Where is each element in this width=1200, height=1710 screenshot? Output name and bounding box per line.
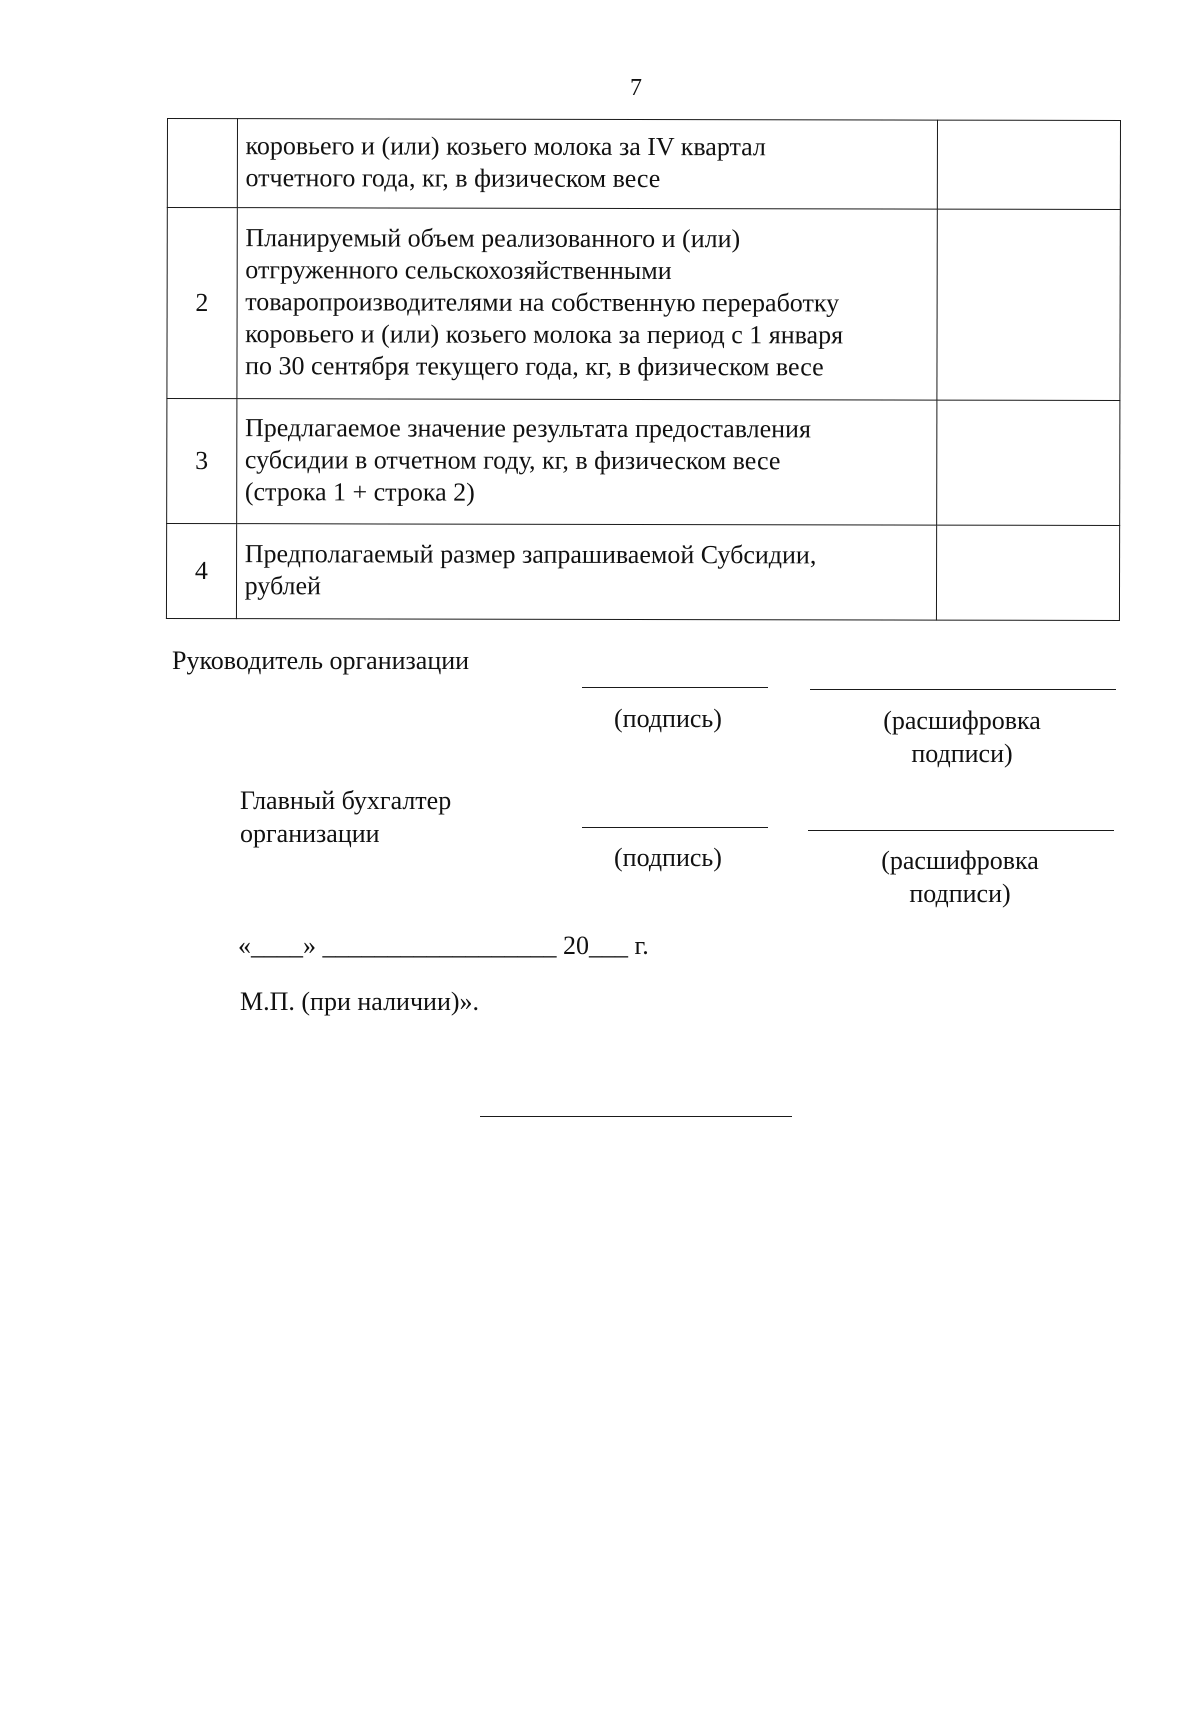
- row-description-cell: [237, 119, 938, 209]
- row-description-line: коровьего и (или) козьего молока за IV квартал: [245, 131, 766, 162]
- row-description-line: коровьего и (или) козьего молока за период с 1 января: [245, 319, 844, 350]
- table-row: [167, 399, 1120, 526]
- accountant-decoding-caption-line1: (расшифровка: [881, 846, 1039, 875]
- row-description-line: рублей: [244, 571, 322, 601]
- row-value-cell[interactable]: [937, 525, 1120, 620]
- row-number-cell: 3: [167, 399, 237, 524]
- table-row: [167, 119, 1120, 210]
- head-of-organization-label: Руководитель организации: [172, 646, 470, 675]
- row-number-cell: 4: [166, 524, 236, 619]
- chief-accountant-label-line2: организации: [240, 819, 380, 848]
- row-description-line: субсидии в отчетном году, кг, в физическом весе: [244, 445, 781, 476]
- row-description-line: (строка 1 + строка 2): [244, 477, 475, 507]
- row-value-cell[interactable]: [937, 209, 1120, 400]
- head-decoding-caption-line2: подписи): [911, 739, 1013, 768]
- row-description-line: по 30 сентября текущего года, кг, в физическом весе: [245, 351, 824, 382]
- row-description-cell: [237, 208, 938, 400]
- seal-note: М.П. (при наличии)».: [240, 987, 480, 1016]
- row-number-cell: 2: [167, 208, 237, 399]
- row-description-line: Предлагаемое значение результата предоставления: [244, 413, 811, 444]
- accountant-decoding-caption-line2: подписи): [909, 879, 1011, 908]
- row-value-cell[interactable]: [938, 120, 1121, 209]
- head-decoding-line[interactable]: [810, 689, 1116, 690]
- row-description-line: Предполагаемый размер запрашиваемой Субсидии,: [244, 539, 817, 570]
- head-signature-line[interactable]: [582, 687, 768, 688]
- table-row: [167, 208, 1120, 401]
- row-value-cell[interactable]: [937, 400, 1120, 525]
- head-decoding-caption-line1: (расшифровка: [883, 706, 1041, 735]
- head-signature-caption: (подпись): [614, 704, 722, 733]
- chief-accountant-label-line1: Главный бухгалтер: [240, 786, 452, 815]
- row-description-line: Планируемый объем реализованного и (или): [245, 223, 741, 254]
- accountant-signature-caption: (подпись): [614, 843, 722, 872]
- row-description-line: отчетного года, кг, в физическом весе: [245, 163, 661, 194]
- closing-separator-line: [480, 1116, 792, 1117]
- row-description-cell: [236, 524, 937, 620]
- accountant-decoding-line[interactable]: [808, 830, 1114, 831]
- row-description-cell: [236, 399, 937, 525]
- accountant-signature-line[interactable]: [582, 827, 768, 828]
- page-number: 7: [630, 75, 642, 101]
- subsidy-data-table: [166, 118, 1121, 621]
- row-description-line: товаропроизводителями на собственную переработку: [245, 287, 840, 318]
- date-line[interactable]: «____» __________________ 20___ г.: [238, 931, 649, 960]
- row-description-line: отгруженного сельскохозяйственными: [245, 255, 672, 286]
- table-row: [166, 524, 1119, 621]
- row-number-cell: [167, 119, 237, 208]
